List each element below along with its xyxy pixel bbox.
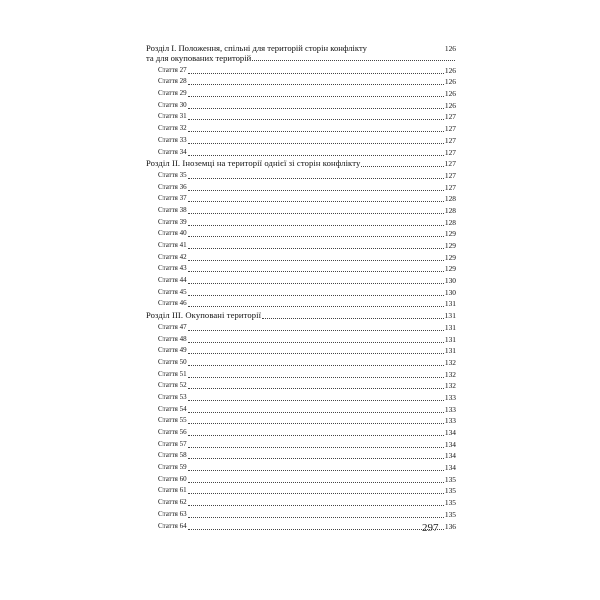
article-label: Стаття 45 <box>158 287 187 296</box>
article-label: Стаття 39 <box>158 217 187 226</box>
dot-leader <box>188 213 444 214</box>
toc-entry[interactable] <box>146 239 456 251</box>
toc-entry[interactable] <box>146 134 456 146</box>
dot-leader <box>188 482 444 483</box>
article-label: Стаття 53 <box>158 392 187 401</box>
toc-entry[interactable] <box>146 496 456 508</box>
article-label: Стаття 49 <box>158 346 187 355</box>
toc-entry[interactable] <box>146 485 456 497</box>
dot-leader <box>361 166 443 167</box>
dot-leader <box>188 201 444 202</box>
toc-entry[interactable] <box>146 169 456 181</box>
toc-entry[interactable] <box>146 87 456 99</box>
dot-leader <box>188 236 444 237</box>
article-label: Стаття 30 <box>158 100 187 109</box>
article-page-number: 127 <box>444 135 456 145</box>
dot-leader <box>188 517 444 518</box>
article-label: Стаття 32 <box>158 124 187 133</box>
article-list-section-2 <box>146 169 456 309</box>
article-page-number: 127 <box>444 112 456 122</box>
toc-entry[interactable] <box>146 438 456 450</box>
dot-leader <box>188 96 444 97</box>
article-page-number: 131 <box>444 322 456 332</box>
dot-leader <box>188 84 444 85</box>
article-page-number: 132 <box>444 369 456 379</box>
toc-entry[interactable] <box>146 146 456 158</box>
dot-leader <box>188 400 444 401</box>
dot-leader <box>188 283 444 284</box>
article-page-number: 134 <box>444 451 456 461</box>
dot-leader <box>188 248 444 249</box>
dot-leader <box>188 388 444 389</box>
article-page-number: 133 <box>444 416 456 426</box>
toc-entry[interactable] <box>146 345 456 357</box>
article-page-number: 127 <box>444 182 456 192</box>
article-label: Стаття 55 <box>158 416 187 425</box>
article-page-number: 128 <box>444 217 456 227</box>
article-label: Стаття 40 <box>158 229 187 238</box>
article-page-number: 131 <box>444 334 456 344</box>
article-page-number: 128 <box>444 205 456 215</box>
section-title: Розділ II. Іноземці на території однієї зі сторін конфлікту <box>146 158 361 169</box>
section-page-number: 126 <box>444 44 456 53</box>
section-heading-2[interactable] <box>146 158 456 170</box>
article-label: Стаття 43 <box>158 264 187 273</box>
toc-entry[interactable] <box>146 391 456 403</box>
article-label: Стаття 64 <box>158 521 187 530</box>
toc-entry[interactable] <box>146 380 456 392</box>
article-page-number: 132 <box>444 381 456 391</box>
article-label: Стаття 50 <box>158 357 187 366</box>
table-of-contents <box>146 40 456 532</box>
article-page-number: 129 <box>444 264 456 274</box>
article-label: Стаття 62 <box>158 498 187 507</box>
dot-leader <box>188 73 444 74</box>
article-page-number: 135 <box>444 486 456 496</box>
section-title: Розділ III. Окуповані території <box>146 310 262 321</box>
article-page-number: 135 <box>444 498 456 508</box>
article-label: Стаття 61 <box>158 486 187 495</box>
article-page-number: 127 <box>444 124 456 134</box>
article-page-number: 126 <box>444 77 456 87</box>
dot-leader <box>188 119 444 120</box>
article-label: Стаття 38 <box>158 205 187 214</box>
dot-leader <box>188 295 444 296</box>
toc-entry[interactable] <box>146 228 456 240</box>
toc-entry[interactable] <box>146 111 456 123</box>
article-label: Стаття 57 <box>158 439 187 448</box>
dot-leader <box>188 435 444 436</box>
dot-leader <box>188 271 444 272</box>
article-label: Стаття 54 <box>158 404 187 413</box>
article-label: Стаття 31 <box>158 112 187 121</box>
dot-leader <box>188 529 444 530</box>
article-page-number: 129 <box>444 252 456 262</box>
section-page-number: 127 <box>444 159 456 169</box>
article-label: Стаття 33 <box>158 135 187 144</box>
article-label: Стаття 42 <box>158 252 187 261</box>
dot-leader <box>188 225 444 226</box>
article-page-number: 130 <box>444 276 456 286</box>
article-page-number: 135 <box>444 474 456 484</box>
dot-leader <box>188 412 444 413</box>
dot-leader <box>188 306 444 307</box>
toc-entry[interactable] <box>146 356 456 368</box>
article-label: Стаття 59 <box>158 463 187 472</box>
toc-entry[interactable] <box>146 286 456 298</box>
article-page-number: 134 <box>444 439 456 449</box>
article-label: Стаття 48 <box>158 334 187 343</box>
article-page-number: 131 <box>444 346 456 356</box>
dot-leader <box>188 458 444 459</box>
dot-leader <box>262 318 444 319</box>
article-page-number: 130 <box>444 287 456 297</box>
article-label: Стаття 52 <box>158 381 187 390</box>
section-heading-1[interactable] <box>146 40 456 64</box>
toc-entry[interactable] <box>146 76 456 88</box>
article-label: Стаття 46 <box>158 299 187 308</box>
article-label: Стаття 44 <box>158 276 187 285</box>
dot-leader <box>188 377 444 378</box>
article-page-number: 126 <box>444 89 456 99</box>
toc-entry[interactable] <box>146 204 456 216</box>
toc-entry[interactable] <box>146 274 456 286</box>
article-label: Стаття 41 <box>158 241 187 249</box>
dot-leader <box>188 190 444 191</box>
toc-entry[interactable] <box>146 216 456 228</box>
article-page-number: 134 <box>444 428 456 437</box>
toc-entry[interactable] <box>146 461 456 473</box>
article-label: Стаття 47 <box>158 322 187 331</box>
toc-entry[interactable] <box>146 64 456 76</box>
section-heading-3[interactable] <box>146 309 456 321</box>
section-title-continued: та для окупованих територій <box>146 53 252 63</box>
article-page-number: 129 <box>444 241 456 250</box>
dot-leader <box>188 155 444 156</box>
toc-entry[interactable] <box>146 473 456 485</box>
article-page-number: 127 <box>444 170 456 180</box>
toc-entry[interactable] <box>146 426 456 438</box>
toc-entry[interactable] <box>146 263 456 275</box>
toc-entry[interactable] <box>146 122 456 134</box>
dot-leader <box>188 505 444 506</box>
toc-entry[interactable] <box>146 333 456 345</box>
article-page-number: 128 <box>444 194 456 204</box>
article-page-number: 131 <box>444 299 456 309</box>
article-label: Стаття 35 <box>158 170 187 179</box>
dot-leader <box>188 423 444 424</box>
article-list-section-3 <box>146 321 456 531</box>
toc-entry[interactable] <box>146 450 456 462</box>
toc-entry[interactable] <box>146 181 456 193</box>
article-label: Стаття 28 <box>158 77 187 86</box>
article-list-section-1 <box>146 64 456 158</box>
article-page-number: 134 <box>444 463 456 473</box>
dot-leader <box>188 131 444 132</box>
toc-entry[interactable] <box>146 193 456 205</box>
section-page-number: 131 <box>444 311 456 321</box>
toc-entry[interactable] <box>146 298 456 310</box>
article-label: Стаття 60 <box>158 474 187 483</box>
article-page-number: 126 <box>444 65 456 75</box>
article-label: Стаття 51 <box>158 369 187 378</box>
article-label: Стаття 34 <box>158 147 187 156</box>
article-page-number: 135 <box>444 509 456 519</box>
article-label: Стаття 29 <box>158 89 187 98</box>
dot-leader <box>188 178 444 179</box>
dot-leader <box>188 143 444 144</box>
article-page-number: 133 <box>444 404 456 414</box>
toc-entry[interactable] <box>146 415 456 427</box>
article-page-number: 127 <box>444 147 456 157</box>
dot-leader <box>188 108 444 109</box>
dot-leader <box>188 493 444 494</box>
section-title: Розділ I. Положення, спільні для територій сторін конфлікту <box>146 43 367 53</box>
toc-entry[interactable] <box>146 99 456 111</box>
toc-entry[interactable] <box>146 368 456 380</box>
toc-entry[interactable] <box>146 520 456 532</box>
article-label: Стаття 56 <box>158 428 187 436</box>
dot-leader <box>188 353 444 354</box>
article-page-number: 133 <box>444 392 456 402</box>
dot-leader <box>188 470 444 471</box>
article-page-number: 132 <box>444 357 456 367</box>
article-page-number: 136 <box>444 521 456 531</box>
article-label: Стаття 36 <box>158 182 187 191</box>
article-page-number: 126 <box>444 100 456 110</box>
dot-leader <box>188 342 444 343</box>
toc-entry[interactable] <box>146 251 456 263</box>
article-label: Стаття 37 <box>158 194 187 203</box>
dot-leader <box>188 330 444 331</box>
dot-leader <box>188 260 444 261</box>
dot-leader <box>188 447 444 448</box>
article-label: Стаття 58 <box>158 451 187 460</box>
toc-entry[interactable] <box>146 508 456 520</box>
toc-entry[interactable] <box>146 321 456 333</box>
dot-leader <box>188 365 444 366</box>
article-label: Стаття 63 <box>158 509 187 518</box>
article-page-number: 129 <box>444 229 456 239</box>
dot-leader <box>252 60 455 61</box>
article-label: Стаття 27 <box>158 65 187 74</box>
toc-entry[interactable] <box>146 403 456 415</box>
page-number: 297 <box>422 522 439 534</box>
